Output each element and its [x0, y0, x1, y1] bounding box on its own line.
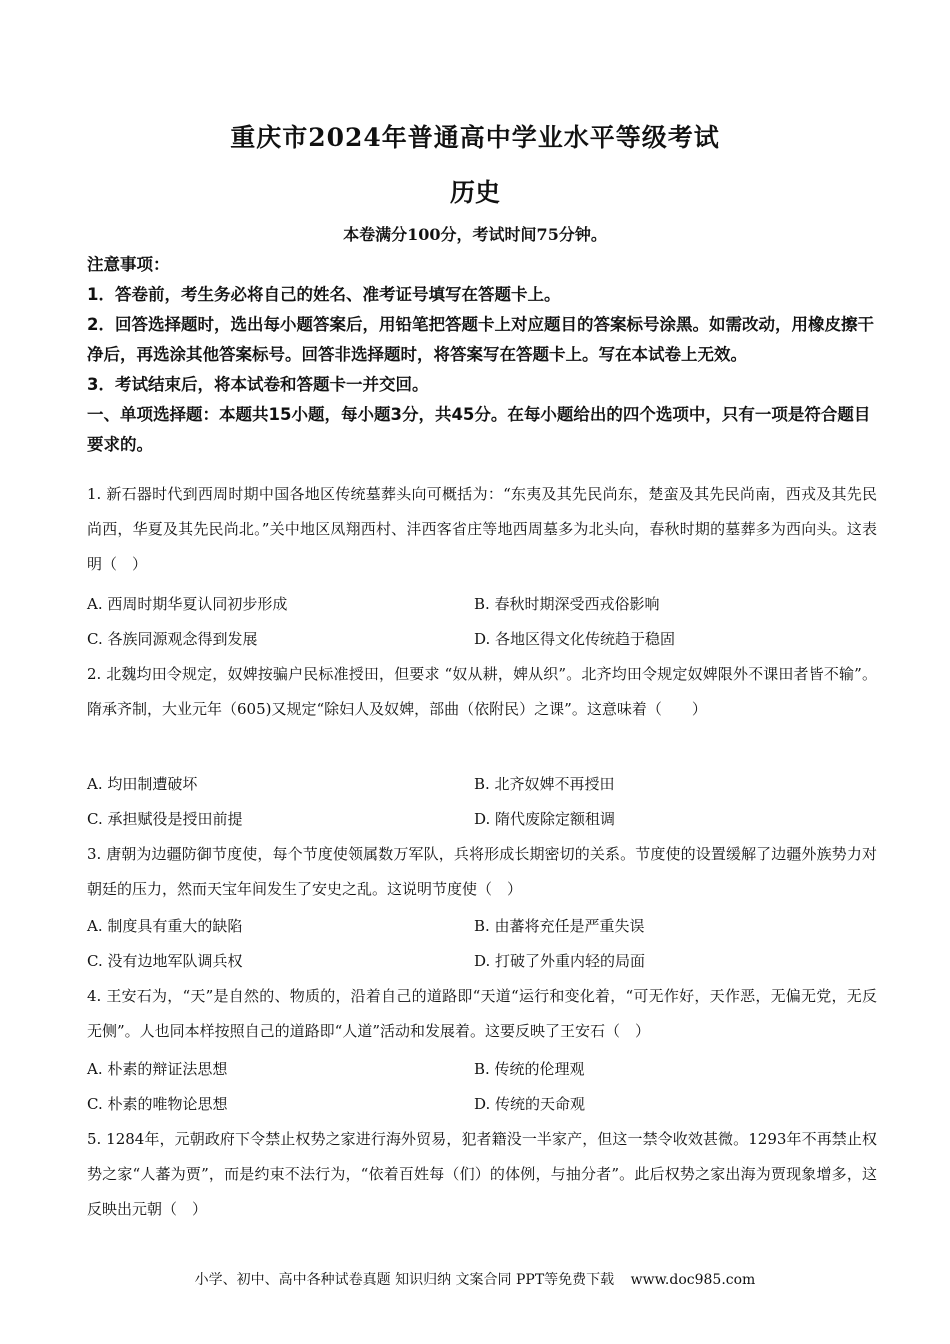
footer-link[interactable]: www.doc985.com [630, 1272, 756, 1288]
question-1-option-d: D. 各地区得文化传统趋于稳固 [474, 630, 676, 648]
question-1-option-b: B. 春秋时期深受西戎俗影响 [474, 595, 660, 613]
question-4-stem: 4. 王安石为，“天”是自然的、物质的，沿着自己的道路即“天道“运行和变化着，“可无作好，天作恶，无偏无党，无反无侧”。人也同本样按照自己的道路即“人道”活动和发展着。这要反映了王安石（ ） [87, 987, 877, 1040]
question-3-option-a: A. 制度具有重大的缺陷 [87, 917, 243, 935]
exam-info: 本卷满分100分，考试时间75分钟。 [343, 225, 607, 244]
subject-title: 历史 [449, 178, 500, 207]
notice-item: 3．考试结束后，将本试卷和答题卡一并交回。 [87, 375, 429, 394]
question-2-stem: 2. 北魏均田令规定，奴婢按骗户民标准授田，但要求 “奴从耕，婢从织”。北齐均田令规定奴婢限外不课田者皆不输”。隋承齐制，大业元年（605)又规定“除妇人及奴婢，部曲（依附民）之课”。这意味着（ ） [87, 665, 877, 718]
section-heading: 一、单项选择题：本题共15小题，每小题3分，共45分。在每小题给出的四个选项中，只有一项是符合题目要求的。 [87, 405, 871, 454]
question-4-option-c: C. 朴素的唯物论思想 [87, 1095, 228, 1113]
question-3-option-c: C. 没有边地军队调兵权 [87, 952, 243, 970]
question-4-option-a: A. 朴素的辩证法思想 [87, 1060, 228, 1078]
question-2-option-a: A. 均田制遭破坏 [87, 775, 198, 793]
question-4-option-b: B. 传统的伦理观 [474, 1060, 585, 1078]
question-4-option-d: D. 传统的天命观 [474, 1095, 586, 1113]
question-1-option-c: C. 各族同源观念得到发展 [87, 630, 258, 648]
question-3-option-b: B. 由蕃将充任是严重失误 [474, 917, 645, 935]
notice-item: 2．回答选择题时，选出每小题答案后，用铅笔把答题卡上对应题目的答案标号涂黑。如需改动，用橡皮擦干净后，再选涂其他答案标号。回答非选择题时，将答案写在答题卡上。写在本试卷上无效。 [87, 315, 874, 364]
question-2-option-b: B. 北齐奴婢不再授田 [474, 775, 615, 793]
exam-title: 重庆市2024年普通高中学业水平等级考试 [230, 123, 720, 152]
question-2-option-d: D. 隋代废除定额租调 [474, 810, 616, 828]
question-1-stem: 1. 新石器时代到西周时期中国各地区传统墓葬头向可概括为：“东夷及其先民尚东，楚蛮及其先民尚南，西戎及其先民尚西，华夏及其先民尚北。”关中地区凤翔西村、沣西客省庄等地西周墓多为北头向，春秋时期的墓葬多为西向头。这表明（ ） [87, 485, 877, 573]
question-3-option-d: D. 打破了外重内轻的局面 [474, 952, 646, 970]
question-2-option-c: C. 承担赋役是授田前提 [87, 810, 243, 828]
notice-item: 1．答卷前，考生务必将自己的姓名、准考证号填写在答题卡上。 [87, 285, 561, 304]
question-1-option-a: A. 西周时期华夏认同初步形成 [87, 595, 288, 613]
notice-heading: 注意事项： [87, 255, 170, 274]
page-footer [0, 1270, 950, 1290]
notice-block [87, 250, 877, 460]
footer-text: 小学、初中、高中各种试卷真题 知识归纳 文案合同 PPT等免费下载 [194, 1272, 615, 1288]
question-3-stem: 3. 唐朝为边疆防御节度使，每个节度使领属数万军队，兵将形成长期密切的关系。节度使的设置缓解了边疆外族势力对朝廷的压力，然而天宝年间发生了安史之乱。这说明节度使（ ） [87, 845, 877, 898]
question-5-stem: 5. 1284年，元朝政府下令禁止权势之家进行海外贸易，犯者籍没一半家产，但这一禁令收效甚微。1293年不再禁止权势之家“人蕃为贾”，而是约束不法行为，“依着百姓每（们）的体例，与抽分者”。此后权势之家出海为贾现象增多，这反映出元朝（ ） [87, 1130, 877, 1218]
